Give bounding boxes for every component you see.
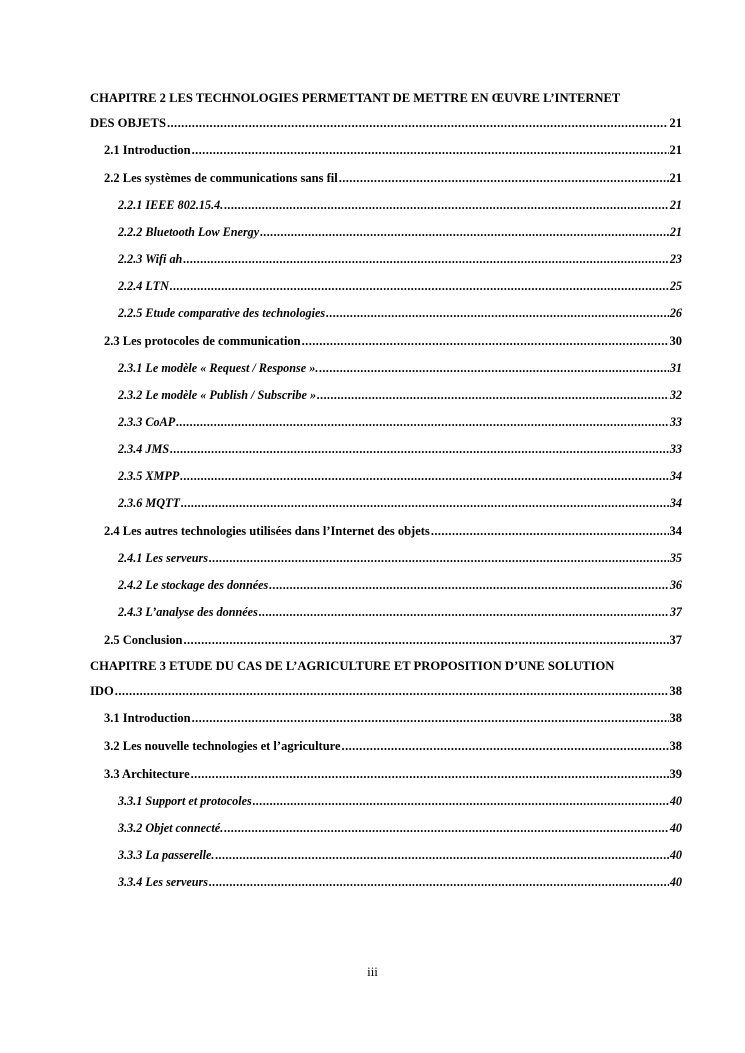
toc-entry-title: 2.2 Les systèmes de communications sans fil (104, 171, 338, 185)
toc-entry-title: 2.1 Introduction (104, 143, 191, 157)
toc-entry-title: 2.4.2 Le stockage des données (118, 578, 269, 592)
toc-entry-page: 40 (669, 848, 682, 862)
dot-leader (180, 463, 669, 490)
dot-leader (259, 599, 669, 626)
toc-entry-title: 2.2.2 Bluetooth Low Energy (118, 225, 260, 239)
toc-entry-title: 2.2.3 Wifi ah (118, 252, 183, 266)
toc-subsection-entry[interactable] (90, 300, 682, 327)
toc-entry-page: 39 (669, 767, 682, 781)
toc-section-entry[interactable] (90, 704, 682, 732)
toc-section-entry[interactable] (90, 136, 682, 164)
toc-subsection-entry[interactable] (90, 869, 682, 896)
toc-entry-page: 37 (669, 633, 682, 647)
toc-entry-page: 32 (669, 388, 682, 402)
dot-leader (170, 273, 669, 300)
toc-entry-title: 2.3.1 Le modèle « Request / Response ». (118, 361, 319, 375)
dot-leader (342, 732, 669, 760)
dot-leader (191, 760, 669, 788)
dot-leader (224, 192, 669, 219)
dot-leader (209, 869, 669, 896)
toc-entry-title: 2.3 Les protocoles de communication (104, 334, 301, 348)
toc-subsection-entry[interactable] (90, 490, 682, 517)
toc-entry-page: 40 (669, 821, 682, 835)
dot-leader (192, 704, 669, 732)
toc-subsection-entry[interactable] (90, 788, 682, 815)
toc-entry-page: 37 (669, 605, 682, 619)
toc-entry-page: 31 (669, 361, 682, 375)
toc-entry-page: 33 (669, 442, 682, 456)
toc-subsection-entry[interactable] (90, 246, 682, 273)
toc-subsection-entry[interactable] (90, 815, 682, 842)
toc-entry-page: 21 (669, 198, 682, 212)
toc-entry-title: IDO (90, 684, 114, 698)
toc-entry-page: 21 (669, 171, 682, 185)
dot-leader (319, 355, 668, 382)
toc-subsection-entry[interactable] (90, 409, 682, 436)
page-number: iii (367, 964, 378, 979)
toc-entry-page: 30 (669, 334, 682, 348)
toc-section-entry[interactable] (90, 517, 682, 545)
toc-entry-title: 2.3.4 JMS (118, 442, 170, 456)
dot-leader (183, 246, 668, 273)
toc-subsection-entry[interactable] (90, 545, 682, 572)
toc-subsection-entry[interactable] (90, 842, 682, 869)
dot-leader (326, 300, 669, 327)
toc-entry-page: 35 (669, 551, 682, 565)
toc-chapter-entry[interactable] (90, 111, 682, 136)
toc-entry-page: 38 (669, 711, 682, 725)
toc-subsection-entry[interactable] (90, 219, 682, 246)
toc-section-entry[interactable] (90, 760, 682, 788)
dot-leader (215, 842, 668, 869)
toc-entry-title: 2.3.3 CoAP (118, 415, 176, 429)
dot-leader (317, 382, 669, 409)
dot-leader (115, 679, 669, 704)
toc-entry-title: 2.4 Les autres technologies utilisées dans l’Internet des objets (104, 524, 430, 538)
toc-entry-page: 34 (669, 469, 682, 483)
dot-leader (431, 517, 669, 545)
dot-leader (192, 136, 669, 164)
dot-leader (253, 788, 669, 815)
dot-leader (209, 545, 669, 572)
dot-leader (184, 626, 669, 654)
toc-entry-title: 3.1 Introduction (104, 711, 191, 725)
dot-leader (302, 327, 669, 355)
toc-subsection-entry[interactable] (90, 382, 682, 409)
dot-leader (167, 111, 668, 136)
toc-entry-title: 2.5 Conclusion (104, 633, 183, 647)
table-of-contents (90, 86, 682, 896)
dot-leader (224, 815, 669, 842)
toc-section-entry[interactable] (90, 626, 682, 654)
toc-entry-page: 40 (669, 875, 682, 889)
toc-entry-title: 2.2.4 LTN (118, 279, 169, 293)
toc-entry-title: 3.3.4 Les serveurs (118, 875, 209, 889)
toc-section-entry[interactable] (90, 732, 682, 760)
toc-entry-title: 3.3 Architecture (104, 767, 190, 781)
toc-section-entry[interactable] (90, 164, 682, 192)
toc-subsection-entry[interactable] (90, 463, 682, 490)
dot-leader (260, 219, 669, 246)
toc-entry-page: 23 (669, 252, 682, 266)
toc-entry-title: 3.3.2 Objet connecté. (118, 821, 224, 835)
toc-subsection-entry[interactable] (90, 599, 682, 626)
dot-leader (181, 490, 669, 517)
toc-entry-title: 2.4.1 Les serveurs (118, 551, 209, 565)
toc-entry-page: 36 (669, 578, 682, 592)
toc-chapter-heading[interactable]: CHAPITRE 2 LES TECHNOLOGIES PERMETTANT DE METTRE EN ŒUVRE L’INTERNET (90, 91, 621, 105)
toc-entry-title: 2.2.1 IEEE 802.15.4. (118, 198, 224, 212)
toc-entry-page: 21 (669, 116, 682, 130)
toc-subsection-entry[interactable] (90, 436, 682, 463)
toc-entry-title: 2.3.5 XMPP (118, 469, 180, 483)
toc-chapter-entry[interactable] (90, 679, 682, 704)
toc-entry-title: 2.3.2 Le modèle « Publish / Subscribe » (118, 388, 317, 402)
toc-entry-title: 3.3.1 Support et protocoles (118, 794, 252, 808)
toc-entry-page: 40 (669, 794, 682, 808)
toc-entry-page: 21 (669, 143, 682, 157)
toc-entry-title: 3.3.3 La passerelle. (118, 848, 215, 862)
toc-entry-title: 2.2.5 Etude comparative des technologies (118, 306, 326, 320)
toc-subsection-entry[interactable] (90, 572, 682, 599)
toc-entry-page: 33 (669, 415, 682, 429)
toc-subsection-entry[interactable] (90, 273, 682, 300)
toc-entry-page: 26 (669, 306, 682, 320)
toc-entry-page: 25 (669, 279, 682, 293)
dot-leader (170, 436, 669, 463)
dot-leader (339, 164, 669, 192)
toc-entry-title: 2.3.6 MQTT (118, 496, 180, 510)
toc-entry-page: 38 (669, 684, 682, 698)
toc-subsection-entry[interactable] (90, 192, 682, 219)
toc-entry-title: 2.4.3 L’analyse des données (118, 605, 258, 619)
toc-section-entry[interactable] (90, 327, 682, 355)
toc-entry-title: 3.2 Les nouvelle technologies et l’agriculture (104, 739, 341, 753)
toc-entry-page: 34 (669, 496, 682, 510)
toc-chapter-heading[interactable]: CHAPITRE 3 ETUDE DU CAS DE L’AGRICULTURE ET PROPOSITION D’UNE SOLUTION (90, 659, 615, 673)
toc-entry-page: 38 (669, 739, 682, 753)
toc-entry-title: DES OBJETS (90, 116, 166, 130)
toc-subsection-entry[interactable] (90, 355, 682, 382)
toc-entry-page: 21 (669, 225, 682, 239)
toc-entry-page: 34 (669, 524, 682, 538)
dot-leader (269, 572, 669, 599)
dot-leader (176, 409, 669, 436)
